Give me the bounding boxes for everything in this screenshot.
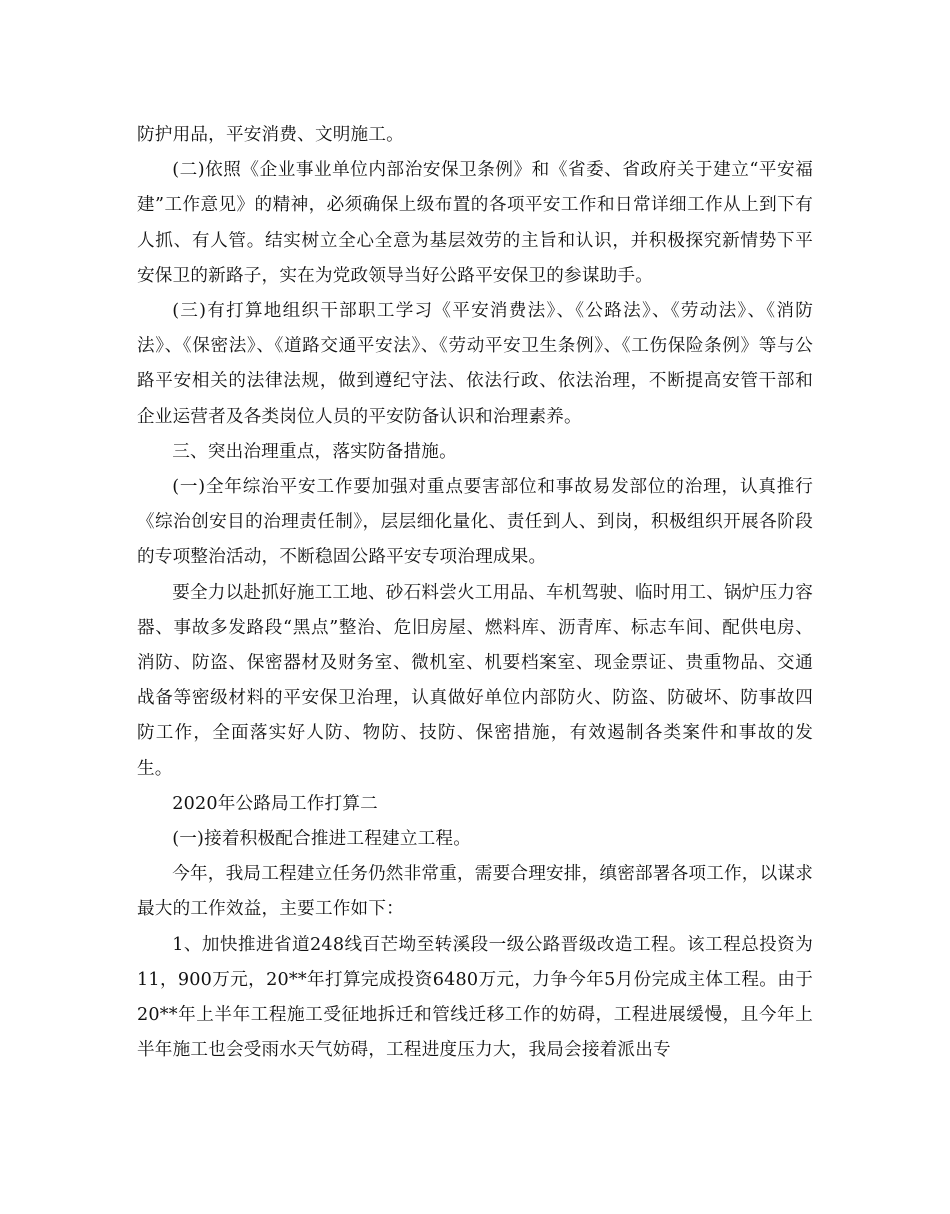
paragraph: 1、加快推进省道248线百芒坳至转溪段一级公路晋级改造工程。该工程总投资为11，900万元，20**年打算完成投资6480万元，力争今年5月份完成主体工程。由于20**年上半年工程施工受征地拆迁和管线迁移工作的妨碍，工程进展缓慢，且今年上半年施工也会受雨水天气妨碍，工程进度压力大，我局会接着派出专 <box>137 934 813 1061</box>
paragraph: 今年，我局工程建立任务仍然非常重，需要合理安排，缜密部署各项工作，以谋求最大的工作效益，主要工作如下： <box>137 864 813 920</box>
paragraph: (一)接着积极配合推进工程建立工程。 <box>172 829 472 850</box>
paragraph: (三)有打算地组织干部职工学习《平安消费法》、《公路法》、《劳动法》、《消防法》、《保密法》、《道路交通平安法》、《劳动平安卫生条例》、《工伤保险条例》等与公路平安相关的法律法规，做到遵纪守法、依法行政、依法治理，不断提高安管干部和企业运营者及各类岗位人员的平安防备认识和治理素养。 <box>137 301 813 427</box>
paragraph: (一)全年综治平安工作要加强对重点要害部位和事故易发部位的治理，认真推行《综治创安目的治理责任制》，层层细化量化、责任到人、到岗，积极组织开展各阶段的专项整治活动，不断稳固公路平安专项治理成果。 <box>137 477 813 568</box>
document-title-heading: 2020年公路局工作打算二 <box>172 793 378 814</box>
paragraph: (二)依照《企业事业单位内部治安保卫条例》和《省委、省政府关于建立“平安福建”工作意见》的精神，必须确保上级布置的各项平安工作和日常详细工作从上到下有人抓、有人管。结实树立全心全意为基层效劳的主旨和认识，并积极探究新情势下平安保卫的新路子，实在为党政领导当好公路平安保卫的参谋助手。 <box>137 160 813 286</box>
section-heading: 三、突出治理重点，落实防备措施。 <box>172 441 457 462</box>
paragraph: 要全力以赴抓好施工工地、砂石料尝火工用品、车机驾驶、临时用工、锅炉压力容器、事故多发路段“黑点”整治、危旧房屋、燃料库、沥青库、标志车间、配供电房、消防、防盗、保密器材及财务室、微机室、机要档案室、现金票证、贵重物品、交通战备等密级材料的平安保卫治理，认真做好单位内部防火、防盗、防破坏、防事故四防工作，全面落实好人防、物防、技防、保密措施，有效遏制各类案件和事故的发生。 <box>137 582 813 779</box>
paragraph: 防护用品，平安消费、文明施工。 <box>137 125 404 145</box>
document-body <box>137 118 813 1068</box>
